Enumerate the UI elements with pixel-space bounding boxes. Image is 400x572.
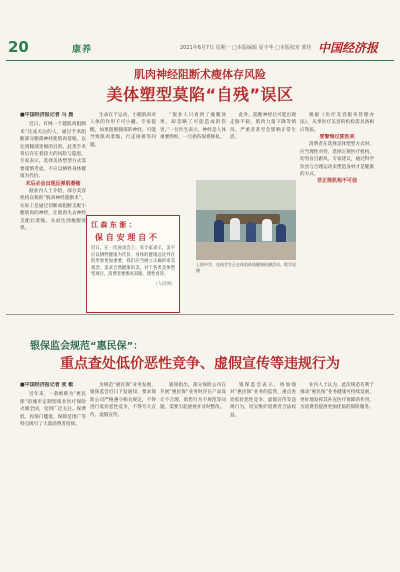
page-header <box>6 38 394 61</box>
photo-caption: 上海中学，在校学生正在体验体质健康检测活动。程学虎 摄 <box>196 262 296 273</box>
photo-person <box>246 222 256 244</box>
sidebar-title: 保 自 安 理 自 不 <box>95 233 157 242</box>
article2-column-1 <box>20 382 86 562</box>
sidebar-commentary <box>86 215 180 313</box>
photo-person <box>230 218 240 240</box>
article1-text: 生命在于运动，小腿肌肉对人体的作用不可小觑。专家提醒，如果阻断腿部的神经，可能导致肌肉萎缩、行走困难等问题。 <box>90 113 156 148</box>
article1-column-6 <box>300 134 374 354</box>
page-number: 20 <box>8 38 29 56</box>
article2-text: 通知指出，部分保险公司在开展“惠民保”业务时存在产品设计不合理、销售行为不规范等问题，需要引起重视并及时整改。 <box>160 383 226 411</box>
article2-column-3 <box>160 382 226 562</box>
article1-text: 消费者在选择美体塑型方式时，应当理性对待，选择正规医疗机构，切勿盲目跟风。专家建议，通过科学饮食与合理运动来塑造身材才是健康的方式。 <box>300 142 374 178</box>
photo-person <box>262 219 272 241</box>
dateline: 2021年6月7日 星期一 □本版编辑 夏丰华 □本版校对 郭佳 <box>180 45 312 51</box>
article2-column-2 <box>90 382 156 562</box>
sidebar-title: 江 森 东 渐 ： <box>91 221 136 229</box>
article1-subhead: 术后必会出现反弹肌萎缩 <box>25 180 81 187</box>
article2-kicker: 银保监会规范“惠民保”： <box>30 341 144 352</box>
article1-title: 美体塑型莫陷“自残”误区 <box>106 85 294 104</box>
article1-column-5 <box>300 112 374 132</box>
photo-floor <box>196 242 296 260</box>
article1-kicker: 肌肉神经阻断术瘦体存风险 <box>134 68 266 81</box>
article2-column-4 <box>230 382 296 562</box>
article1-subhead: 要警惕过度医美 <box>319 134 355 140</box>
section-name: 康养 <box>72 45 93 55</box>
article2-text: 为规范“惠民保”业务发展，银保监会近日下发通知，要求保险公司严格遵守相关规定，不得进行低价恶性竞争，不得夸大宣传、虚假宣传。 <box>90 383 156 418</box>
article2-text: 近年来，一款被称为“惠民保”的城市定制型商业医疗保险火爆全国，受到广泛关注。保费低、投保门槛低、保障范围广等特点吸引了大量消费者投保。 <box>20 392 86 428</box>
sidebar-body: 近日，在一次座谈会上，有专家表示，美不应以牺牲健康为代价。身体的健康远比外在的形象更加重要，我们应当树立正确的审美观念，追求自然健康的美。对于各类美体塑型项目，消费者要擦亮双眼，理性看待。 <box>91 246 175 278</box>
article1-text: “很多人只看到了瘦腿效果，却忽略了可能造成的伤害。”一位医生表示，神经是人体重要组织，一旦损伤很难修复。 <box>160 113 226 141</box>
article2-byline: ■中国经济报记者 张 敏 <box>20 382 74 388</box>
masthead-logo: 中国经济报 <box>318 41 379 55</box>
photo-wall <box>196 180 296 210</box>
article2-title: 重点查处低价恶性竞争、虚假宣传等违规行为 <box>60 356 340 372</box>
section-divider <box>6 314 394 315</box>
sidebar-source: （人民网） <box>153 281 175 287</box>
news-photo <box>196 180 296 260</box>
article1-text: 据业内人士介绍，部分美容机构宣称的“肌肉神经阻断术”，实际上是通过切断或阻断支配小腿肌肉的神经，让肌肉失去神经支配后萎缩，从而达到瘦腿效果。 <box>20 189 86 232</box>
article1-byline: ■中国经济报记者 马 晨 <box>20 112 74 118</box>
article2-text: 业内人士认为，此次规范有利于推动“惠民保”业务健康可持续发展，更好地发挥其补充医疗保障的作用，为消费者提供更加优质的保险服务。 <box>300 383 374 411</box>
article2-column-5 <box>300 382 374 562</box>
article1-subhead: 非正规机构不可信 <box>316 178 357 185</box>
article1-text: 根据《医疗美容服务管理办法》，从事医疗美容的机构需具备相应资质。 <box>300 113 374 132</box>
article2-text: 银保监会表示，将加强对“惠民保”业务的监管，重点查处低价恶性竞争、虚假宣传等违规行为，切实维护消费者合法权益。 <box>230 383 296 418</box>
article1-column-2 <box>90 112 156 208</box>
article1-text: 近日，有网一个越肌肉阻断术”达成关注的人，通过手术阻断部分腿部神经使肌肉萎缩，以达到腿部变细的目的。此类手术背后存在着较大的风险与隐患。专家表示，选择美体塑型方式需要谨慎考虑，不应以牺牲身体健康为代价。 <box>20 122 86 180</box>
photo-person <box>214 220 224 242</box>
article1-text: 此外，阻断神经后可能出现走路不稳、肌肉力量下降等情况，严重者甚至会影响正常生活。 <box>230 113 296 141</box>
